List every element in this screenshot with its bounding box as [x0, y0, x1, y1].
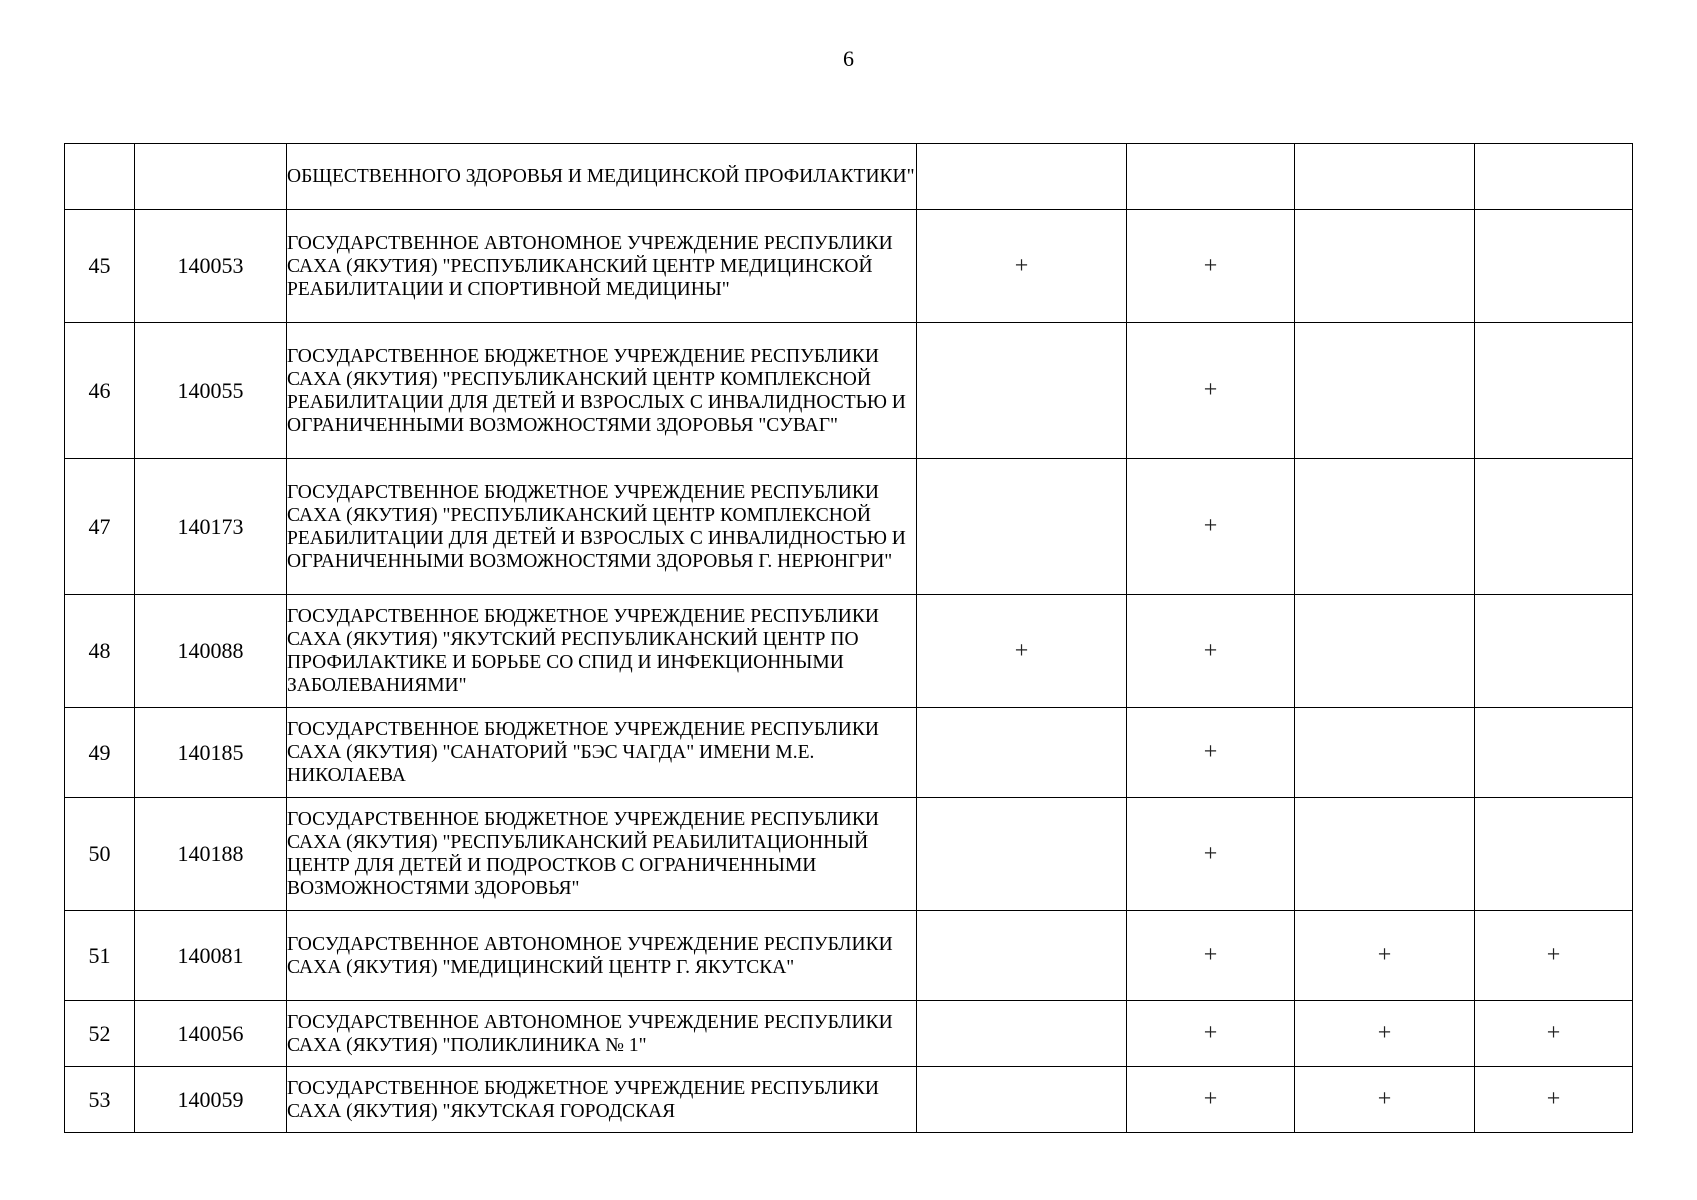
- mark-col-4: [1475, 144, 1633, 210]
- table-row: [65, 459, 1633, 595]
- mark-col-3: [1295, 708, 1475, 798]
- row-number: 47: [65, 459, 135, 595]
- table-row: [65, 595, 1633, 708]
- table-row: [65, 798, 1633, 911]
- mark-col-1: [917, 459, 1127, 595]
- mark-col-2: +: [1127, 459, 1295, 595]
- organization-name: ГОСУДАРСТВЕННОЕ БЮДЖЕТНОЕ УЧРЕЖДЕНИЕ РЕСПУБЛИКИ САХА (ЯКУТИЯ) "САНАТОРИЙ "БЭС ЧАГДА" ИМЕНИ М.Е. НИКОЛАЕВА: [287, 708, 917, 798]
- mark-col-4: +: [1475, 911, 1633, 1001]
- organization-name: ГОСУДАРСТВЕННОЕ БЮДЖЕТНОЕ УЧРЕЖДЕНИЕ РЕСПУБЛИКИ САХА (ЯКУТИЯ) "ЯКУТСКИЙ РЕСПУБЛИКАНСКИЙ ЦЕНТР ПО ПРОФИЛАКТИКЕ И БОРЬБЕ СО СПИД И ИНФЕКЦИОННЫМИ ЗАБОЛЕВАНИЯМИ": [287, 595, 917, 708]
- mark-col-2: +: [1127, 1001, 1295, 1067]
- mark-col-4: [1475, 708, 1633, 798]
- registry-code: [135, 144, 287, 210]
- mark-col-1: [917, 708, 1127, 798]
- row-number: 50: [65, 798, 135, 911]
- row-number: 51: [65, 911, 135, 1001]
- mark-col-3: [1295, 798, 1475, 911]
- mark-col-2: +: [1127, 1067, 1295, 1133]
- mark-col-1: [917, 323, 1127, 459]
- mark-col-3: [1295, 144, 1475, 210]
- mark-col-4: [1475, 595, 1633, 708]
- table-row: [65, 144, 1633, 210]
- mark-col-1: +: [917, 210, 1127, 323]
- table-row: [65, 1067, 1633, 1133]
- row-number: 45: [65, 210, 135, 323]
- row-number: 46: [65, 323, 135, 459]
- mark-col-3: +: [1295, 1067, 1475, 1133]
- registry-code: 140053: [135, 210, 287, 323]
- mark-col-1: [917, 144, 1127, 210]
- registry-code: 140081: [135, 911, 287, 1001]
- organization-name: ГОСУДАРСТВЕННОЕ БЮДЖЕТНОЕ УЧРЕЖДЕНИЕ РЕСПУБЛИКИ САХА (ЯКУТИЯ) "РЕСПУБЛИКАНСКИЙ РЕАБИЛИТАЦИОННЫЙ ЦЕНТР ДЛЯ ДЕТЕЙ И ПОДРОСТКОВ С ОГРАНИЧЕННЫМИ ВОЗМОЖНОСТЯМИ ЗДОРОВЬЯ": [287, 798, 917, 911]
- registry-code: 140055: [135, 323, 287, 459]
- organizations-table: [64, 143, 1633, 1133]
- mark-col-3: [1295, 323, 1475, 459]
- mark-col-4: [1475, 210, 1633, 323]
- mark-col-2: +: [1127, 798, 1295, 911]
- row-number: 53: [65, 1067, 135, 1133]
- row-number: [65, 144, 135, 210]
- mark-col-2: +: [1127, 595, 1295, 708]
- organization-name: ГОСУДАРСТВЕННОЕ АВТОНОМНОЕ УЧРЕЖДЕНИЕ РЕСПУБЛИКИ САХА (ЯКУТИЯ) "ПОЛИКЛИНИКА № 1": [287, 1001, 917, 1067]
- registry-code: 140185: [135, 708, 287, 798]
- table-row: [65, 708, 1633, 798]
- mark-col-1: [917, 798, 1127, 911]
- row-number: 48: [65, 595, 135, 708]
- mark-col-2: +: [1127, 911, 1295, 1001]
- mark-col-3: [1295, 210, 1475, 323]
- mark-col-2: [1127, 144, 1295, 210]
- registry-code: 140088: [135, 595, 287, 708]
- mark-col-3: +: [1295, 1001, 1475, 1067]
- mark-col-3: [1295, 459, 1475, 595]
- mark-col-4: [1475, 323, 1633, 459]
- registry-code: 140173: [135, 459, 287, 595]
- mark-col-1: [917, 911, 1127, 1001]
- mark-col-2: +: [1127, 323, 1295, 459]
- mark-col-3: [1295, 595, 1475, 708]
- mark-col-3: +: [1295, 911, 1475, 1001]
- organization-name: ГОСУДАРСТВЕННОЕ БЮДЖЕТНОЕ УЧРЕЖДЕНИЕ РЕСПУБЛИКИ САХА (ЯКУТИЯ) "РЕСПУБЛИКАНСКИЙ ЦЕНТР КОМПЛЕКСНОЙ РЕАБИЛИТАЦИИ ДЛЯ ДЕТЕЙ И ВЗРОСЛЫХ С ИНВАЛИДНОСТЬЮ И ОГРАНИЧЕННЫМИ ВОЗМОЖНОСТЯМИ ЗДОРОВЬЯ Г. НЕРЮНГРИ": [287, 459, 917, 595]
- registry-code: 140188: [135, 798, 287, 911]
- organization-name: ГОСУДАРСТВЕННОЕ АВТОНОМНОЕ УЧРЕЖДЕНИЕ РЕСПУБЛИКИ САХА (ЯКУТИЯ) "РЕСПУБЛИКАНСКИЙ ЦЕНТР МЕДИЦИНСКОЙ РЕАБИЛИТАЦИИ И СПОРТИВНОЙ МЕДИЦИНЫ": [287, 210, 917, 323]
- organization-name: ГОСУДАРСТВЕННОЕ БЮДЖЕТНОЕ УЧРЕЖДЕНИЕ РЕСПУБЛИКИ САХА (ЯКУТИЯ) "РЕСПУБЛИКАНСКИЙ ЦЕНТР КОМПЛЕКСНОЙ РЕАБИЛИТАЦИИ ДЛЯ ДЕТЕЙ И ВЗРОСЛЫХ С ИНВАЛИДНОСТЬЮ И ОГРАНИЧЕННЫМИ ВОЗМОЖНОСТЯМИ ЗДОРОВЬЯ "СУВАГ": [287, 323, 917, 459]
- mark-col-2: +: [1127, 210, 1295, 323]
- row-number: 52: [65, 1001, 135, 1067]
- mark-col-4: +: [1475, 1067, 1633, 1133]
- mark-col-4: +: [1475, 1001, 1633, 1067]
- organization-name: ГОСУДАРСТВЕННОЕ БЮДЖЕТНОЕ УЧРЕЖДЕНИЕ РЕСПУБЛИКИ САХА (ЯКУТИЯ) "ЯКУТСКАЯ ГОРОДСКАЯ: [287, 1067, 917, 1133]
- table-row: [65, 323, 1633, 459]
- registry-code: 140056: [135, 1001, 287, 1067]
- mark-col-1: +: [917, 595, 1127, 708]
- mark-col-4: [1475, 459, 1633, 595]
- table-row: [65, 1001, 1633, 1067]
- mark-col-2: +: [1127, 708, 1295, 798]
- registry-code: 140059: [135, 1067, 287, 1133]
- mark-col-1: [917, 1067, 1127, 1133]
- organization-name: ОБЩЕСТВЕННОГО ЗДОРОВЬЯ И МЕДИЦИНСКОЙ ПРОФИЛАКТИКИ": [287, 144, 917, 210]
- organization-name: ГОСУДАРСТВЕННОЕ АВТОНОМНОЕ УЧРЕЖДЕНИЕ РЕСПУБЛИКИ САХА (ЯКУТИЯ) "МЕДИЦИНСКИЙ ЦЕНТР Г. ЯКУТСКА": [287, 911, 917, 1001]
- row-number: 49: [65, 708, 135, 798]
- mark-col-1: [917, 1001, 1127, 1067]
- table-row: [65, 911, 1633, 1001]
- mark-col-4: [1475, 798, 1633, 911]
- table-row: [65, 210, 1633, 323]
- page-number: 6: [843, 46, 854, 71]
